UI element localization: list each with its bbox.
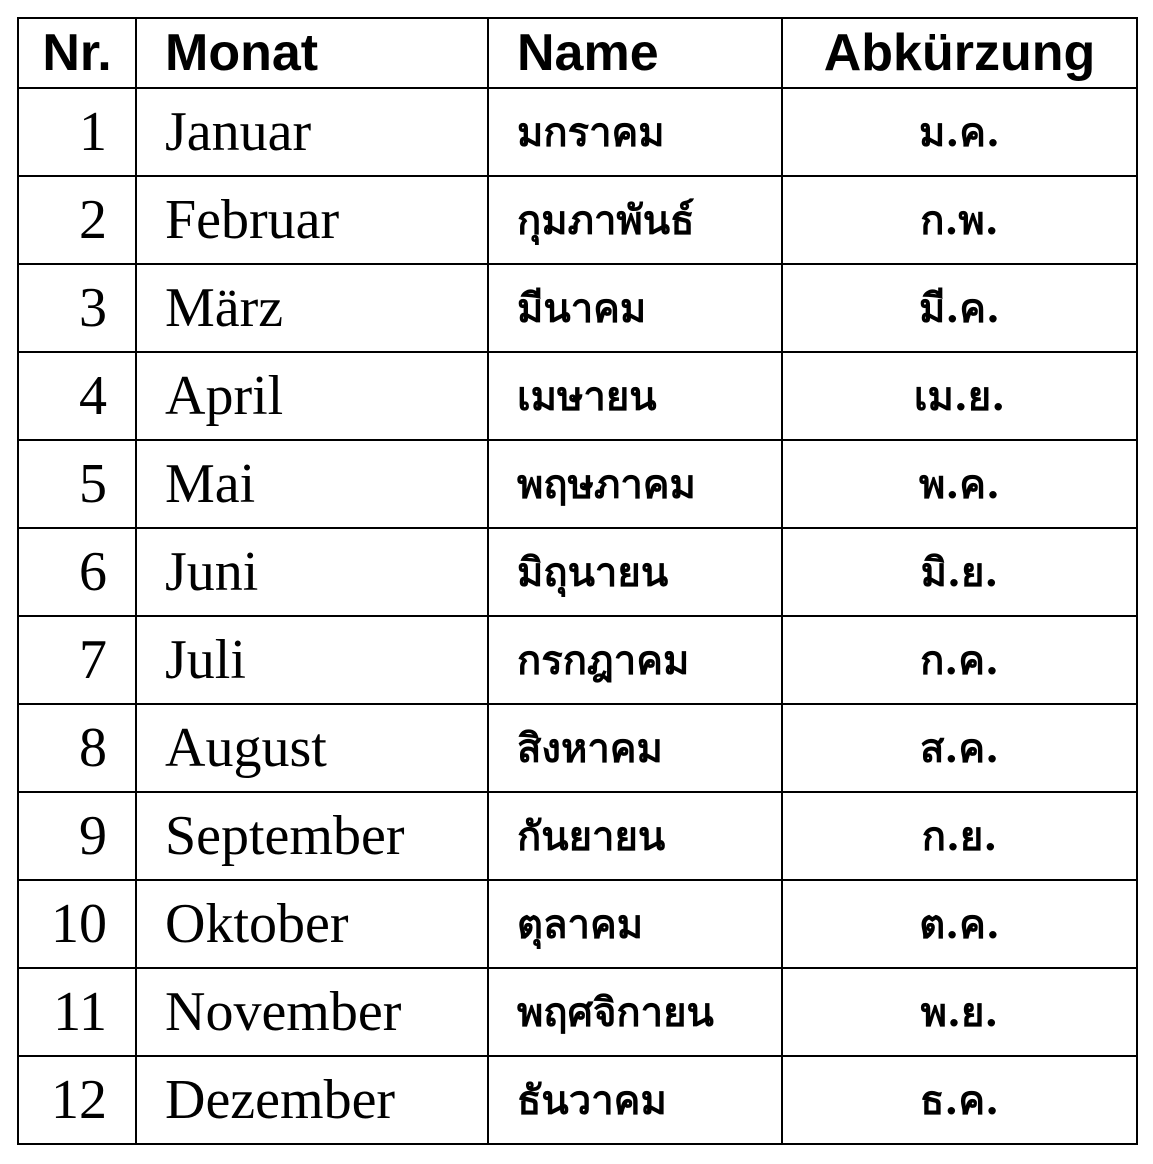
header-nr: Nr. [18, 18, 136, 88]
table-body [18, 88, 1137, 1144]
cell-monat: März [136, 264, 488, 352]
cell-monat: April [136, 352, 488, 440]
header-name: Name [488, 18, 782, 88]
cell-nr: 4 [18, 352, 136, 440]
cell-nr: 5 [18, 440, 136, 528]
cell-thai-name: มีนาคม [488, 264, 782, 352]
table-row [18, 1056, 1137, 1144]
cell-thai-name: กุมภาพันธ์ [488, 176, 782, 264]
cell-thai-name: เมษายน [488, 352, 782, 440]
table-row [18, 352, 1137, 440]
header-abkuerzung: Abkürzung [782, 18, 1137, 88]
cell-abbreviation: มี.ค. [782, 264, 1137, 352]
table-row [18, 704, 1137, 792]
cell-monat: November [136, 968, 488, 1056]
cell-thai-name: ตุลาคม [488, 880, 782, 968]
cell-thai-name: มิถุนายน [488, 528, 782, 616]
cell-abbreviation: ส.ค. [782, 704, 1137, 792]
table-row [18, 88, 1137, 176]
cell-nr: 11 [18, 968, 136, 1056]
cell-thai-name: สิงหาคม [488, 704, 782, 792]
cell-nr: 2 [18, 176, 136, 264]
table-row [18, 880, 1137, 968]
cell-abbreviation: ก.พ. [782, 176, 1137, 264]
cell-thai-name: มกราคม [488, 88, 782, 176]
table-header-row [18, 18, 1137, 88]
thai-months-table [17, 17, 1138, 1145]
table-row [18, 440, 1137, 528]
cell-monat: Februar [136, 176, 488, 264]
cell-nr: 8 [18, 704, 136, 792]
table-row [18, 264, 1137, 352]
cell-nr: 6 [18, 528, 136, 616]
cell-monat: Dezember [136, 1056, 488, 1144]
cell-nr: 12 [18, 1056, 136, 1144]
cell-abbreviation: พ.ย. [782, 968, 1137, 1056]
cell-thai-name: กันยายน [488, 792, 782, 880]
cell-nr: 9 [18, 792, 136, 880]
table-row [18, 616, 1137, 704]
cell-monat: Mai [136, 440, 488, 528]
cell-monat: Januar [136, 88, 488, 176]
cell-thai-name: ธันวาคม [488, 1056, 782, 1144]
cell-abbreviation: ม.ค. [782, 88, 1137, 176]
cell-abbreviation: พ.ค. [782, 440, 1137, 528]
cell-monat: Oktober [136, 880, 488, 968]
cell-abbreviation: ก.ย. [782, 792, 1137, 880]
cell-abbreviation: เม.ย. [782, 352, 1137, 440]
table-row [18, 528, 1137, 616]
cell-thai-name: พฤศจิกายน [488, 968, 782, 1056]
table-row [18, 176, 1137, 264]
header-monat: Monat [136, 18, 488, 88]
cell-nr: 7 [18, 616, 136, 704]
cell-abbreviation: ธ.ค. [782, 1056, 1137, 1144]
cell-abbreviation: ต.ค. [782, 880, 1137, 968]
cell-abbreviation: ก.ค. [782, 616, 1137, 704]
cell-monat: Juni [136, 528, 488, 616]
cell-nr: 1 [18, 88, 136, 176]
cell-monat: Juli [136, 616, 488, 704]
cell-thai-name: กรกฎาคม [488, 616, 782, 704]
cell-abbreviation: มิ.ย. [782, 528, 1137, 616]
table-row [18, 792, 1137, 880]
cell-monat: August [136, 704, 488, 792]
cell-nr: 3 [18, 264, 136, 352]
cell-monat: September [136, 792, 488, 880]
cell-nr: 10 [18, 880, 136, 968]
cell-thai-name: พฤษภาคม [488, 440, 782, 528]
table-row [18, 968, 1137, 1056]
